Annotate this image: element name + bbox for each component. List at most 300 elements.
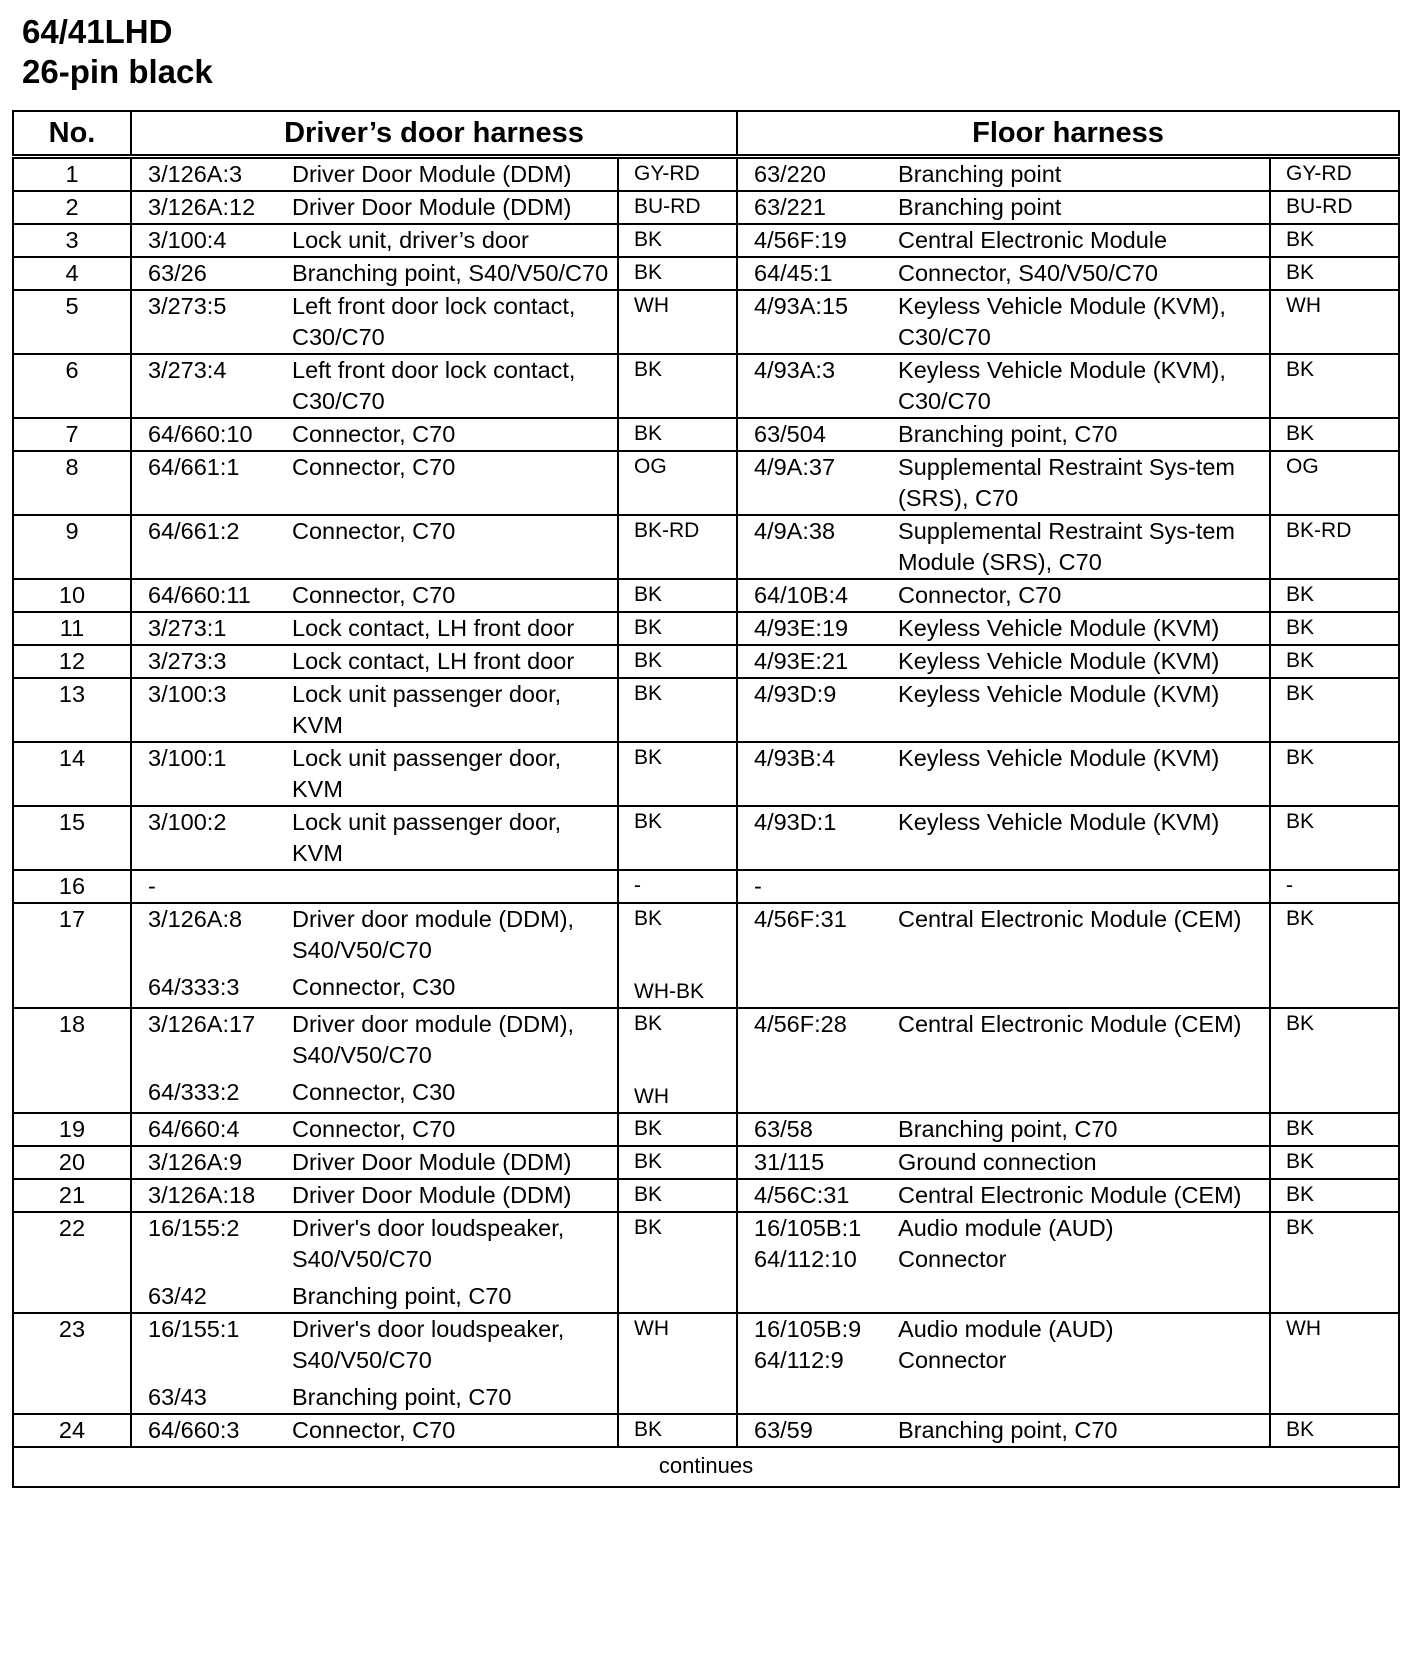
driver-code: 3/273:3 [148,648,227,674]
driver-code: - [148,873,156,899]
connector-title [22,12,213,92]
driver-code: 64/333:2 [148,1079,240,1105]
floor-description: Connector [898,1246,1007,1272]
driver-wire-color [618,224,737,257]
floor-harness-connection [737,903,1270,1008]
floor-description: Connector, C70 [898,582,1062,608]
driver-wire-color [618,1008,737,1113]
floor-code: 63/221 [754,194,826,220]
driver-entry [132,871,617,902]
driver-description: Left front door lock contact, C30/C70 [292,357,576,414]
floor-description: Supplemental Restraint Sys-tem (SRS), C70 [898,454,1235,511]
floor-description: Audio module (AUD) [898,1215,1114,1241]
pin-row [13,612,1399,645]
driver-door-connection [131,903,618,1008]
floor-description: Keyless Vehicle Module (KVM) [898,745,1220,771]
pin-number: 18 [13,1008,131,1113]
pin-row [13,515,1399,579]
driver-wire-color-value: BK [634,228,663,251]
driver-code: 3/126A:3 [148,161,243,187]
floor-entry [738,904,1269,935]
pin-number: 22 [13,1212,131,1313]
driver-door-connection [131,418,618,451]
driver-wire-color-value: BK [634,907,663,930]
pin-number: 2 [13,191,131,224]
floor-harness-connection [737,191,1270,224]
driver-door-connection [131,1179,618,1212]
driver-door-connection [131,579,618,612]
pin-row [13,1179,1399,1212]
floor-harness-connection [737,612,1270,645]
floor-code: 4/93E:21 [754,648,849,674]
floor-code: 64/112:9 [754,1347,844,1373]
floor-wire-color: BK [1270,418,1399,451]
driver-description: Connector, C70 [292,421,456,447]
driver-description: Driver's door loudspeaker, S40/V50/C70 [292,1316,565,1373]
driver-door-connection [131,157,618,192]
driver-door-connection [131,645,618,678]
floor-harness-connection [737,257,1270,290]
pin-row [13,418,1399,451]
floor-code: 63/504 [754,421,826,447]
driver-wire-color [618,612,737,645]
floor-code: - [754,873,762,899]
driver-description: Connector, C70 [292,1417,456,1443]
floor-wire-color: BK [1270,354,1399,418]
header-floor-harness: Floor harness [737,111,1399,157]
driver-description: Lock unit, driver’s door [292,227,529,253]
driver-description: Lock contact, LH front door [292,615,575,641]
pin-row [13,903,1399,1008]
floor-code: 4/56F:19 [754,227,847,253]
driver-door-connection [131,806,618,870]
driver-code: 64/661:2 [148,518,240,544]
pin-number: 21 [13,1179,131,1212]
driver-code: 64/660:3 [148,1417,240,1443]
floor-harness-connection [737,1212,1270,1313]
pin-row [13,451,1399,515]
driver-entry [132,1213,617,1275]
driver-code: 64/660:4 [148,1116,240,1142]
floor-wire-color: BU-RD [1270,191,1399,224]
floor-entry [738,225,1269,256]
driver-code: 3/273:1 [148,615,227,641]
pin-row [13,579,1399,612]
header-no: No. [13,111,131,157]
driver-entry [132,1281,617,1312]
driver-code: 3/273:5 [148,293,227,319]
driver-code: 3/126A:18 [148,1182,256,1208]
pin-number: 9 [13,515,131,579]
connector-id: 64/41LHD [22,13,173,50]
driver-wire-color [618,1113,737,1146]
floor-description: Ground connection [898,1149,1097,1175]
floor-harness-connection [737,1008,1270,1113]
driver-entry [132,580,617,611]
pin-number: 19 [13,1113,131,1146]
driver-wire-color [618,257,737,290]
driver-wire-color-value: BK [634,261,663,284]
floor-wire-color: BK [1270,903,1399,1008]
driver-code: 3/126A:8 [148,906,243,932]
floor-harness-connection [737,1146,1270,1179]
pin-number: 15 [13,806,131,870]
driver-description: Left front door lock contact, C30/C70 [292,293,576,350]
floor-entry [738,1180,1269,1211]
floor-description: Audio module (AUD) [898,1316,1114,1342]
floor-entry [738,258,1269,289]
floor-code: 64/112:10 [754,1246,857,1272]
floor-code: 64/10B:4 [754,582,849,608]
driver-description: Lock unit passenger door, KVM [292,681,562,738]
driver-entry [132,159,617,190]
floor-wire-color: BK [1270,1113,1399,1146]
pin-number: 10 [13,579,131,612]
pin-row [13,257,1399,290]
driver-description: Connector, C30 [292,1079,456,1105]
pin-number: 14 [13,742,131,806]
driver-wire-color [618,742,737,806]
driver-wire-color-value: WH [634,1085,669,1108]
driver-entry [132,1077,617,1108]
floor-code: 4/93E:19 [754,615,849,641]
driver-door-connection [131,257,618,290]
floor-entry [738,1345,1269,1376]
floor-harness-connection [737,870,1270,903]
floor-description: Keyless Vehicle Module (KVM), C30/C70 [898,357,1226,414]
driver-entry [132,452,617,483]
driver-code: 3/126A:9 [148,1149,243,1175]
floor-code: 63/220 [754,161,826,187]
driver-entry [132,646,617,677]
floor-code: 4/9A:38 [754,518,836,544]
driver-entry [132,1314,617,1376]
floor-entry [738,1314,1269,1345]
footer-row [13,1447,1399,1487]
driver-description: Branching point, S40/V50/C70 [292,260,609,286]
floor-wire-color: BK [1270,1008,1399,1113]
driver-entry [132,225,617,256]
driver-description: Driver Door Module (DDM) [292,161,572,187]
driver-entry [132,807,617,869]
driver-entry [132,613,617,644]
floor-description: Central Electronic Module (CEM) [898,1011,1242,1037]
floor-harness-connection [737,579,1270,612]
floor-entry [738,1009,1269,1040]
floor-entry [738,807,1269,838]
driver-entry [132,743,617,805]
driver-wire-color-value: OG [634,455,667,478]
pin-number: 20 [13,1146,131,1179]
driver-entry [132,679,617,741]
driver-code: 3/126A:17 [148,1011,256,1037]
driver-code: 64/661:1 [148,454,240,480]
pin-row [13,354,1399,418]
floor-entry [738,192,1269,223]
driver-description: Lock unit passenger door, KVM [292,745,562,802]
floor-wire-color: BK [1270,612,1399,645]
driver-wire-color [618,290,737,354]
driver-entry [132,419,617,450]
driver-entry [132,291,617,353]
driver-code: 63/42 [148,1283,207,1309]
floor-description: Central Electronic Module [898,227,1168,253]
driver-door-connection [131,678,618,742]
pin-row [13,806,1399,870]
floor-code: 16/105B:9 [754,1316,862,1342]
floor-wire-color: BK [1270,1179,1399,1212]
pin-row [13,290,1399,354]
driver-wire-color [618,1179,737,1212]
pin-number: 8 [13,451,131,515]
driver-entry [132,904,617,966]
floor-entry [738,516,1269,578]
driver-wire-color [618,678,737,742]
driver-wire-color-value: BK [634,1418,663,1441]
floor-code: 63/58 [754,1116,813,1142]
driver-door-connection [131,1414,618,1447]
floor-harness-connection [737,645,1270,678]
driver-description: Driver Door Module (DDM) [292,1149,572,1175]
floor-description: Central Electronic Module (CEM) [898,1182,1242,1208]
driver-wire-color [618,903,737,1008]
floor-harness-connection [737,290,1270,354]
driver-wire-color-value: BK [634,1150,663,1173]
driver-door-connection [131,451,618,515]
driver-wire-color [618,515,737,579]
floor-wire-color: BK-RD [1270,515,1399,579]
driver-description: Driver's door loudspeaker, S40/V50/C70 [292,1215,565,1272]
driver-description: Driver Door Module (DDM) [292,1182,572,1208]
floor-code: 4/93A:3 [754,357,836,383]
pin-rows [13,157,1399,1448]
floor-description: Keyless Vehicle Module (KVM) [898,681,1220,707]
driver-wire-color [618,451,737,515]
floor-entry [738,1114,1269,1145]
driver-wire-color-value: WH [634,1317,669,1340]
driver-wire-color-value: BK [634,1117,663,1140]
pin-number: 23 [13,1313,131,1414]
driver-door-connection [131,612,618,645]
floor-wire-color: BK [1270,1414,1399,1447]
floor-entry [738,1213,1269,1244]
floor-description: Branching point, C70 [898,1417,1118,1443]
floor-code: 63/59 [754,1417,813,1443]
floor-code: 31/115 [754,1149,825,1175]
driver-code: 3/100:2 [148,809,227,835]
driver-wire-color-value: BK [634,358,663,381]
pin-row [13,1008,1399,1113]
floor-code: 4/56F:28 [754,1011,847,1037]
floor-harness-connection [737,224,1270,257]
driver-wire-color-value: BK [634,649,663,672]
driver-code: 64/660:11 [148,582,251,608]
driver-door-connection [131,870,618,903]
floor-harness-connection [737,806,1270,870]
driver-door-connection [131,1313,618,1414]
pin-row [13,742,1399,806]
pin-row [13,1212,1399,1313]
driver-entry [132,1415,617,1446]
driver-code: 16/155:1 [148,1316,240,1342]
driver-code: 16/155:2 [148,1215,240,1241]
floor-entry [738,871,1269,902]
driver-door-connection [131,354,618,418]
floor-entry [738,1244,1269,1275]
driver-description: Connector, C30 [292,974,456,1000]
floor-entry [738,580,1269,611]
driver-door-connection [131,1212,618,1313]
driver-wire-color [618,354,737,418]
floor-description: Branching point [898,194,1062,220]
pin-number: 4 [13,257,131,290]
floor-description: Central Electronic Module (CEM) [898,906,1242,932]
driver-entry [132,1009,617,1071]
pin-number: 13 [13,678,131,742]
driver-entry [132,192,617,223]
driver-door-connection [131,191,618,224]
driver-wire-color [618,1414,737,1447]
floor-description [898,871,1269,902]
driver-code: 3/100:3 [148,681,227,707]
floor-harness-connection [737,1113,1270,1146]
floor-entry [738,452,1269,514]
floor-code: 16/105B:1 [754,1215,862,1241]
driver-code: 3/273:4 [148,357,227,383]
driver-door-connection [131,224,618,257]
pin-number: 17 [13,903,131,1008]
pin-number: 11 [13,612,131,645]
floor-wire-color: BK [1270,257,1399,290]
continues-note: continues [13,1447,1399,1487]
pin-row [13,870,1399,903]
driver-wire-color-value: BK [634,810,663,833]
driver-entry [132,516,617,547]
driver-description: Driver door module (DDM), S40/V50/C70 [292,906,575,963]
floor-description: Keyless Vehicle Module (KVM) [898,615,1220,641]
floor-harness-connection [737,1179,1270,1212]
floor-code: 4/93B:4 [754,745,836,771]
pin-number: 1 [13,157,131,192]
driver-description: Lock contact, LH front door [292,648,575,674]
pin-number: 6 [13,354,131,418]
floor-description: Connector [898,1347,1007,1373]
floor-code: 4/93D:9 [754,681,837,707]
driver-door-connection [131,1113,618,1146]
pin-row [13,1414,1399,1447]
floor-entry [738,646,1269,677]
floor-wire-color: BK [1270,1212,1399,1313]
driver-code: 3/100:1 [148,745,227,771]
pin-number: 7 [13,418,131,451]
floor-wire-color: OG [1270,451,1399,515]
pin-row [13,157,1399,192]
floor-code: 4/93D:1 [754,809,837,835]
floor-entry [738,1415,1269,1446]
floor-description: Branching point [898,161,1062,187]
driver-wire-color-value: BK [634,616,663,639]
pin-row [13,1113,1399,1146]
driver-wire-color [618,579,737,612]
floor-wire-color: BK [1270,645,1399,678]
floor-wire-color: BK [1270,1146,1399,1179]
floor-entry [738,613,1269,644]
floor-harness-connection [737,678,1270,742]
pin-row [13,224,1399,257]
driver-description: Lock unit passenger door, KVM [292,809,562,866]
driver-description [292,871,617,902]
floor-wire-color: WH [1270,290,1399,354]
floor-wire-color: - [1270,870,1399,903]
floor-wire-color: BK [1270,806,1399,870]
driver-wire-color [618,870,737,903]
pin-row [13,678,1399,742]
driver-wire-color [618,191,737,224]
floor-description: Keyless Vehicle Module (KVM) [898,648,1220,674]
driver-description: Connector, C70 [292,518,456,544]
pin-number: 12 [13,645,131,678]
floor-harness-connection [737,515,1270,579]
floor-harness-connection [737,742,1270,806]
floor-entry [738,1147,1269,1178]
driver-wire-color [618,1146,737,1179]
driver-wire-color-value: BK [634,422,663,445]
floor-entry [738,159,1269,190]
driver-wire-color-value: GY-RD [634,162,700,185]
floor-wire-color: BK [1270,224,1399,257]
floor-wire-color: BK [1270,579,1399,612]
driver-wire-color-value: BK [634,583,663,606]
driver-description: Branching point, C70 [292,1283,512,1309]
pin-number: 24 [13,1414,131,1447]
floor-code: 4/56F:31 [754,906,847,932]
pin-number: 16 [13,870,131,903]
driver-code: 64/660:10 [148,421,253,447]
floor-harness-connection [737,354,1270,418]
floor-wire-color: GY-RD [1270,157,1399,192]
driver-door-connection [131,1008,618,1113]
driver-wire-color [618,806,737,870]
floor-entry [738,743,1269,774]
header-row [13,111,1399,157]
driver-wire-color-value: BK [634,1012,663,1035]
driver-wire-color-value: BK [634,1183,663,1206]
floor-harness-connection [737,451,1270,515]
driver-description: Driver door module (DDM), S40/V50/C70 [292,1011,575,1068]
driver-wire-color-value: BK-RD [634,519,700,542]
floor-code: 4/9A:37 [754,454,836,480]
floor-wire-color: WH [1270,1313,1399,1414]
driver-wire-color-value: WH-BK [634,980,704,1003]
floor-description: Connector, S40/V50/C70 [898,260,1158,286]
floor-entry [738,355,1269,417]
driver-wire-color [618,418,737,451]
driver-wire-color [618,1212,737,1313]
floor-harness-connection [737,1414,1270,1447]
driver-description: Branching point, C70 [292,1384,512,1410]
floor-entry [738,291,1269,353]
driver-code: 64/333:3 [148,974,240,1000]
driver-description: Connector, C70 [292,582,456,608]
pin-row [13,645,1399,678]
driver-entry [132,1147,617,1178]
driver-door-connection [131,290,618,354]
driver-wire-color-value: BK [634,1216,663,1239]
driver-entry [132,1114,617,1145]
driver-wire-color-value: BU-RD [634,195,701,218]
floor-description: Keyless Vehicle Module (KVM) [898,809,1220,835]
floor-description: Supplemental Restraint Sys-tem Module (SRS), C70 [898,518,1235,575]
